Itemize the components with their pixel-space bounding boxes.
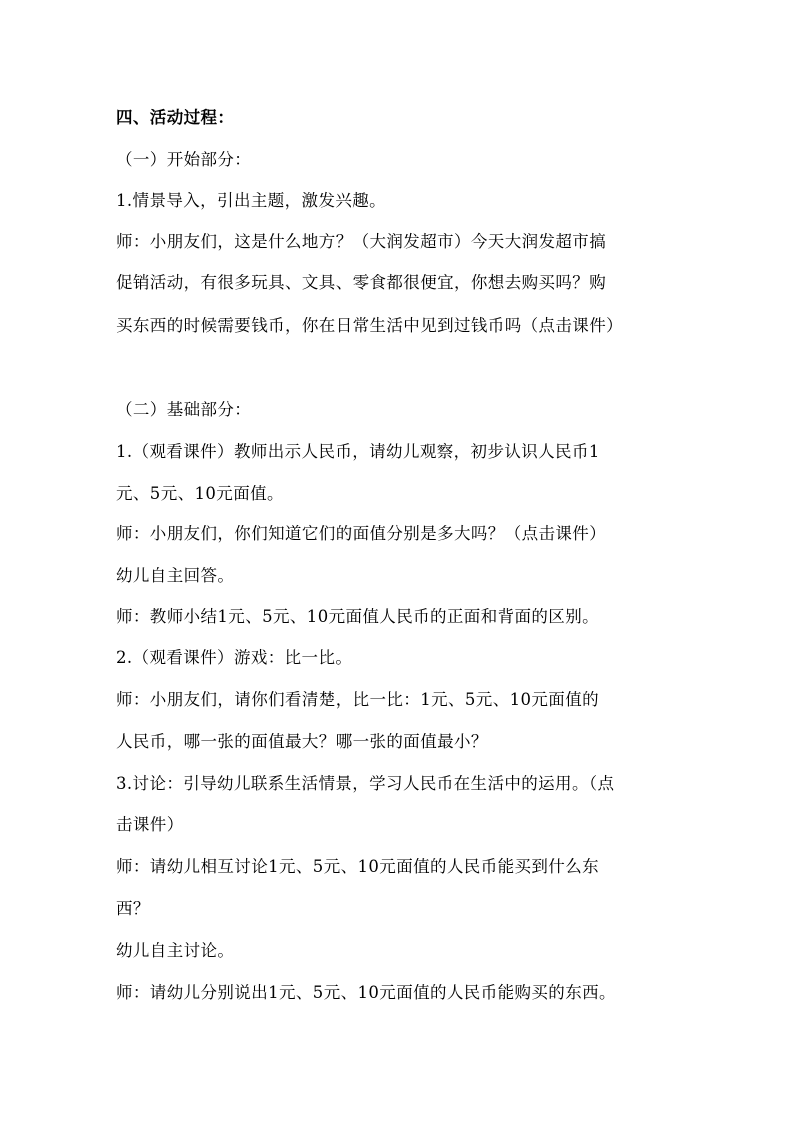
- paragraph-line: 师：教师小结1元、5元、10元面值人民币的正面和背面的区别。: [116, 607, 599, 626]
- paragraph-line: 师：小朋友们，这是什么地方？（大润发超市）今天大润发超市搞: [116, 232, 607, 251]
- paragraph-line: 西？: [116, 899, 150, 918]
- paragraph-line: 1.（观看课件）教师出示人民币，请幼儿观察，初步认识人民币1: [116, 442, 600, 461]
- paragraph-line: 师：请幼儿相互讨论1元、5元、10元面值的人民币能买到什么东: [116, 857, 599, 876]
- paragraph-line: 人民币，哪一张的面值最大？哪一张的面值最小？: [116, 732, 488, 751]
- paragraph-line: 元、5元、10元面值。: [116, 484, 284, 503]
- paragraph-line: 幼儿自主回答。: [116, 566, 235, 585]
- paragraph-line: 击课件）: [116, 815, 184, 834]
- subsection-heading-basic: （二）基础部分：: [116, 400, 252, 419]
- paragraph-line: 2.（观看课件）游戏：比一比。: [116, 648, 353, 667]
- paragraph-line: 买东西的时候需要钱币，你在日常生活中见到过钱币吗（点击课件）: [116, 316, 623, 335]
- section-heading: 四、活动过程：: [116, 108, 235, 127]
- paragraph-line: 师：请幼儿分别说出1元、5元、10元面值的人民币能购买的东西。: [116, 983, 616, 1002]
- paragraph-line: 师：小朋友们，请你们看清楚，比一比：1元、5元、10元面值的: [116, 690, 599, 709]
- paragraph-line: 3.讨论：引导幼儿联系生活情景，学习人民币在生活中的运用。（点: [116, 774, 615, 793]
- paragraph-line: 幼儿自主讨论。: [116, 941, 235, 960]
- paragraph-line: 促销活动，有很多玩具、文具、零食都很便宜，你想去购买吗？购: [116, 273, 607, 292]
- paragraph-line: 1.情景导入，引出主题，激发兴趣。: [116, 191, 387, 210]
- subsection-heading-start: （一）开始部分：: [116, 150, 252, 169]
- paragraph-line: 师：小朋友们，你们知道它们的面值分别是多大吗？（点击课件）: [116, 524, 607, 543]
